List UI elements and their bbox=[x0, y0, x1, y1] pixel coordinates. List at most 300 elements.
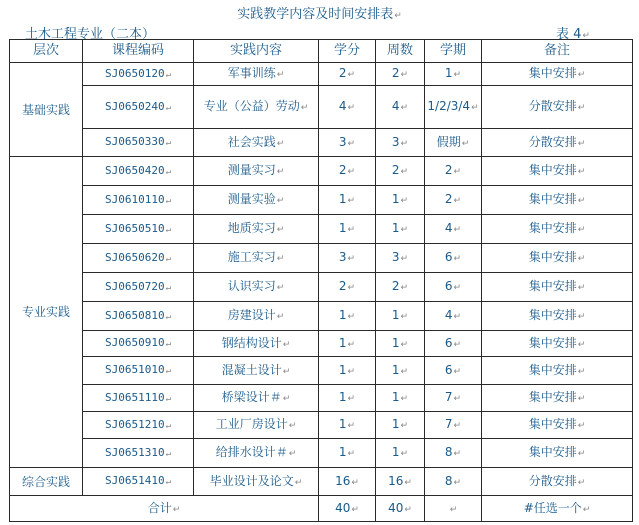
paragraph-mark-icon: ↵ bbox=[577, 225, 586, 235]
paragraph-mark-icon: ↵ bbox=[347, 312, 356, 322]
note-cell bbox=[482, 186, 633, 215]
note-text: 集中安排 bbox=[528, 66, 577, 80]
code-cell bbox=[83, 468, 194, 496]
weeks-cell bbox=[376, 273, 425, 302]
credit-text: 2 bbox=[338, 66, 347, 80]
term-cell bbox=[425, 63, 482, 86]
table-row bbox=[10, 357, 633, 385]
paragraph-mark-icon: ↵ bbox=[453, 339, 462, 350]
paragraph-mark-icon: ↵ bbox=[400, 421, 409, 431]
paragraph-mark-icon: ↵ bbox=[400, 283, 409, 293]
header-row bbox=[10, 40, 633, 63]
paragraph-mark-icon: ↵ bbox=[453, 366, 462, 377]
total-label-cell bbox=[10, 496, 319, 522]
note-cell bbox=[482, 385, 633, 412]
term-cell bbox=[425, 385, 482, 412]
paragraph-mark-icon: ↵ bbox=[400, 312, 409, 322]
content-text: 毕业设计及论文 bbox=[209, 473, 294, 488]
credit-text: 3 bbox=[338, 134, 347, 149]
paragraph-mark-icon: ↵ bbox=[461, 138, 470, 149]
term-text: 6 bbox=[444, 362, 453, 377]
table-row bbox=[10, 439, 633, 468]
term-text: 假期 bbox=[436, 134, 461, 149]
header-cell: 课程编码 bbox=[83, 40, 194, 63]
paragraph-mark-icon: ↵ bbox=[400, 138, 409, 149]
paragraph-mark-icon: ↵ bbox=[165, 282, 172, 293]
credit-cell bbox=[319, 357, 376, 385]
paragraph-mark-icon: ↵ bbox=[577, 312, 586, 322]
credit-text: 16 bbox=[335, 473, 351, 488]
code-cell bbox=[83, 157, 194, 186]
code-cell bbox=[83, 186, 194, 215]
page-title bbox=[0, 3, 639, 22]
table-row bbox=[10, 412, 633, 439]
paragraph-mark-icon: ↵ bbox=[276, 254, 285, 264]
weeks-text: 1 bbox=[391, 362, 400, 377]
table-row bbox=[10, 385, 633, 412]
weeks-text: 3 bbox=[391, 134, 400, 149]
title-text: 实践教学内容及时间安排表 bbox=[237, 7, 394, 22]
paragraph-mark-icon: ↵ bbox=[276, 138, 285, 149]
content-cell bbox=[194, 86, 319, 129]
content-cell bbox=[194, 129, 319, 157]
weeks-cell bbox=[376, 215, 425, 244]
term-cell bbox=[425, 273, 482, 302]
header-cell: 学期 bbox=[425, 40, 482, 63]
content-cell bbox=[194, 385, 319, 412]
credit-text: 2 bbox=[338, 279, 347, 293]
note-cell bbox=[482, 86, 633, 129]
table-row bbox=[10, 186, 633, 215]
content-text: 地质实习 bbox=[227, 221, 276, 235]
paragraph-mark-icon: ↵ bbox=[577, 283, 586, 293]
content-cell bbox=[194, 244, 319, 273]
content-text: 社会实践 bbox=[227, 134, 276, 149]
note-cell bbox=[482, 302, 633, 331]
weeks-cell bbox=[376, 468, 425, 496]
paragraph-mark-icon: ↵ bbox=[453, 394, 462, 404]
code-cell bbox=[83, 331, 194, 357]
note-text: 集中安排 bbox=[528, 163, 577, 177]
term-text: 2 bbox=[444, 163, 453, 177]
weeks-cell bbox=[376, 385, 425, 412]
content-cell bbox=[194, 468, 319, 496]
paragraph-mark-icon: ↵ bbox=[400, 366, 409, 377]
paragraph-mark-icon: ↵ bbox=[400, 449, 409, 459]
content-text: 军事训练 bbox=[227, 66, 276, 80]
paragraph-mark-icon: ↵ bbox=[165, 420, 172, 431]
term-text: 6 bbox=[444, 335, 453, 350]
credit-text: 2 bbox=[338, 163, 347, 177]
paragraph-mark-icon: ↵ bbox=[172, 504, 181, 515]
note-cell bbox=[482, 412, 633, 439]
table-row bbox=[10, 157, 633, 186]
paragraph-mark-icon: ↵ bbox=[282, 394, 291, 404]
paragraph-mark-icon: ↵ bbox=[288, 421, 297, 431]
paragraph-mark-icon: ↵ bbox=[347, 254, 356, 264]
paragraph-mark-icon: ↵ bbox=[582, 31, 590, 41]
content-text: 认识实习 bbox=[227, 279, 276, 293]
term-text: 8 bbox=[444, 445, 453, 459]
note-cell bbox=[482, 273, 633, 302]
paragraph-mark-icon: ↵ bbox=[400, 254, 409, 264]
paragraph-mark-icon: ↵ bbox=[471, 103, 479, 113]
header-cell: 周数 bbox=[376, 40, 425, 63]
paragraph-mark-icon: ↵ bbox=[453, 312, 462, 322]
code-text: SJ0651110 bbox=[104, 390, 165, 404]
credit-text: 1 bbox=[338, 335, 347, 350]
table-row bbox=[10, 63, 633, 86]
code-cell bbox=[83, 412, 194, 439]
content-text: 混凝土设计 bbox=[221, 362, 282, 377]
term-text: 7 bbox=[444, 390, 453, 404]
content-cell bbox=[194, 331, 319, 357]
term-text: 6 bbox=[444, 279, 453, 293]
note-text: 集中安排 bbox=[528, 445, 577, 459]
content-text: 房建设计 bbox=[227, 308, 276, 322]
credit-text: 3 bbox=[338, 250, 347, 264]
code-text: SJ0650240 bbox=[104, 99, 165, 113]
note-text: 集中安排 bbox=[528, 417, 577, 431]
table-row bbox=[10, 215, 633, 244]
paragraph-mark-icon: ↵ bbox=[165, 166, 172, 177]
term-cell bbox=[425, 86, 482, 129]
paragraph-mark-icon: ↵ bbox=[577, 167, 586, 177]
paragraph-mark-icon: ↵ bbox=[577, 103, 586, 113]
weeks-text: 3 bbox=[391, 250, 400, 264]
term-text: 4 bbox=[444, 308, 453, 322]
code-text: SJ0650810 bbox=[104, 308, 165, 322]
table-number-text: 表 4 bbox=[556, 27, 582, 42]
content-text: 钢结构设计 bbox=[221, 335, 282, 350]
note-cell bbox=[482, 215, 633, 244]
paragraph-mark-icon: ↵ bbox=[577, 421, 586, 431]
term-cell bbox=[425, 302, 482, 331]
paragraph-mark-icon: ↵ bbox=[577, 138, 586, 149]
paragraph-mark-icon: ↵ bbox=[165, 311, 172, 322]
weeks-cell bbox=[376, 186, 425, 215]
level-cell: 基础实践 bbox=[10, 63, 83, 157]
paragraph-mark-icon: ↵ bbox=[347, 103, 356, 113]
code-cell bbox=[83, 215, 194, 244]
header-cell: 实践内容 bbox=[194, 40, 319, 63]
code-text: SJ0651010 bbox=[104, 363, 165, 376]
paragraph-mark-icon: ↵ bbox=[165, 339, 172, 349]
content-cell bbox=[194, 439, 319, 468]
content-text: 给排水设计＃ bbox=[215, 445, 288, 459]
note-cell bbox=[482, 331, 633, 357]
total-label-text: 合计 bbox=[147, 500, 172, 515]
paragraph-mark-icon: ↵ bbox=[347, 167, 356, 177]
paragraph-mark-icon: ↵ bbox=[400, 225, 409, 235]
note-cell bbox=[482, 157, 633, 186]
table-row bbox=[10, 273, 633, 302]
credit-cell bbox=[319, 302, 376, 331]
code-text: SJ0651410 bbox=[104, 474, 165, 487]
schedule-table bbox=[9, 39, 633, 522]
term-cell bbox=[425, 129, 482, 157]
paragraph-mark-icon: ↵ bbox=[294, 477, 303, 488]
paragraph-mark-icon: ↵ bbox=[165, 195, 172, 206]
note-cell bbox=[482, 244, 633, 273]
level-cell: 综合实践 bbox=[10, 468, 83, 496]
paragraph-mark-icon: ↵ bbox=[347, 70, 356, 80]
credit-text: 1 bbox=[338, 308, 347, 322]
paragraph-mark-icon: ↵ bbox=[347, 196, 356, 206]
note-text: 集中安排 bbox=[528, 192, 577, 206]
paragraph-mark-icon: ↵ bbox=[453, 196, 462, 206]
term-text: 4 bbox=[444, 221, 453, 235]
paragraph-mark-icon: ↵ bbox=[288, 449, 297, 459]
paragraph-mark-icon: ↵ bbox=[453, 167, 462, 177]
weeks-text: 16 bbox=[388, 473, 404, 488]
note-cell bbox=[482, 63, 633, 86]
paragraph-mark-icon: ↵ bbox=[577, 449, 586, 459]
content-text: 专业（公益）劳动 bbox=[203, 99, 300, 113]
code-cell bbox=[83, 129, 194, 157]
weeks-text: 1 bbox=[391, 308, 400, 322]
credit-cell bbox=[319, 244, 376, 273]
weeks-cell bbox=[376, 157, 425, 186]
table-row bbox=[10, 244, 633, 273]
weeks-text: 2 bbox=[391, 279, 400, 293]
note-text: 集中安排 bbox=[528, 335, 577, 350]
paragraph-mark-icon: ↵ bbox=[347, 421, 356, 431]
table-row bbox=[10, 468, 633, 496]
paragraph-mark-icon: ↵ bbox=[404, 504, 412, 515]
code-cell bbox=[83, 63, 194, 86]
paragraph-mark-icon: ↵ bbox=[347, 394, 356, 404]
credit-text: 1 bbox=[338, 221, 347, 235]
total-note-cell bbox=[482, 496, 633, 522]
paragraph-mark-icon: ↵ bbox=[165, 448, 172, 459]
content-cell bbox=[194, 157, 319, 186]
table-row bbox=[10, 302, 633, 331]
table-row bbox=[10, 86, 633, 129]
paragraph-mark-icon: ↵ bbox=[347, 225, 356, 235]
note-text: 分散安排 bbox=[528, 99, 577, 113]
weeks-cell bbox=[376, 357, 425, 385]
note-text: 集中安排 bbox=[528, 308, 577, 322]
credit-cell bbox=[319, 468, 376, 496]
paragraph-mark-icon: ↵ bbox=[347, 366, 356, 377]
total-credit-text: 40 bbox=[335, 500, 351, 515]
paragraph-mark-icon: ↵ bbox=[400, 339, 409, 350]
code-text: SJ0650620 bbox=[104, 250, 165, 264]
paragraph-mark-icon: ↵ bbox=[276, 70, 285, 80]
paragraph-mark-icon: ↵ bbox=[282, 339, 291, 350]
paragraph-mark-icon: ↵ bbox=[394, 11, 402, 21]
credit-cell bbox=[319, 273, 376, 302]
note-text: 集中安排 bbox=[528, 250, 577, 264]
credit-cell bbox=[319, 86, 376, 129]
code-cell bbox=[83, 86, 194, 129]
term-cell bbox=[425, 244, 482, 273]
paragraph-mark-icon: ↵ bbox=[347, 138, 356, 149]
credit-cell bbox=[319, 439, 376, 468]
weeks-text: 1 bbox=[391, 417, 400, 431]
code-cell bbox=[83, 244, 194, 273]
credit-cell bbox=[319, 215, 376, 244]
content-text: 测量实习 bbox=[227, 163, 276, 177]
credit-text: 1 bbox=[338, 390, 347, 404]
content-cell bbox=[194, 357, 319, 385]
paragraph-mark-icon: ↵ bbox=[165, 477, 172, 487]
term-cell bbox=[425, 215, 482, 244]
note-text: 集中安排 bbox=[528, 390, 577, 404]
paragraph-mark-icon: ↵ bbox=[577, 339, 586, 350]
code-text: SJ0651310 bbox=[104, 445, 165, 459]
term-text: 6 bbox=[444, 250, 453, 264]
note-text: 分散安排 bbox=[528, 134, 577, 149]
weeks-cell bbox=[376, 63, 425, 86]
paragraph-mark-icon: ↵ bbox=[276, 167, 285, 177]
paragraph-mark-icon: ↵ bbox=[351, 477, 359, 488]
content-text: 桥梁设计＃ bbox=[221, 390, 282, 404]
paragraph-mark-icon: ↵ bbox=[449, 504, 458, 515]
content-cell bbox=[194, 215, 319, 244]
content-cell bbox=[194, 186, 319, 215]
credit-text: 1 bbox=[338, 362, 347, 377]
term-text: 8 bbox=[444, 473, 453, 488]
subtitle: 土木工程专业（二本） bbox=[25, 27, 156, 42]
paragraph-mark-icon: ↵ bbox=[453, 70, 462, 80]
term-cell bbox=[425, 412, 482, 439]
credit-cell bbox=[319, 412, 376, 439]
paragraph-mark-icon: ↵ bbox=[300, 103, 309, 113]
content-text: 施工实习 bbox=[227, 250, 276, 264]
note-text: 集中安排 bbox=[528, 221, 577, 235]
weeks-cell bbox=[376, 439, 425, 468]
code-text: SJ0650420 bbox=[104, 163, 165, 177]
content-text: 测量实验 bbox=[227, 192, 276, 206]
total-weeks-text: 40 bbox=[388, 500, 404, 515]
code-cell bbox=[83, 439, 194, 468]
total-weeks-cell bbox=[376, 496, 425, 522]
paragraph-mark-icon: ↵ bbox=[577, 254, 586, 264]
weeks-text: 4 bbox=[391, 99, 400, 113]
paragraph-mark-icon: ↵ bbox=[404, 477, 412, 488]
paragraph-mark-icon: ↵ bbox=[165, 102, 172, 113]
paragraph-mark-icon: ↵ bbox=[453, 225, 462, 235]
note-cell bbox=[482, 468, 633, 496]
paragraph-mark-icon: ↵ bbox=[453, 421, 462, 431]
paragraph-mark-icon: ↵ bbox=[347, 283, 356, 293]
note-cell bbox=[482, 129, 633, 157]
paragraph-mark-icon: ↵ bbox=[276, 283, 285, 293]
credit-text: 1 bbox=[338, 417, 347, 431]
paragraph-mark-icon: ↵ bbox=[165, 393, 172, 404]
paragraph-mark-icon: ↵ bbox=[453, 254, 462, 264]
term-cell bbox=[425, 186, 482, 215]
term-text: 1 bbox=[444, 66, 453, 80]
paragraph-mark-icon: ↵ bbox=[276, 196, 285, 206]
code-text: SJ0650720 bbox=[104, 279, 165, 293]
paragraph-mark-icon: ↵ bbox=[400, 167, 409, 177]
paragraph-mark-icon: ↵ bbox=[453, 283, 462, 293]
paragraph-mark-icon: ↵ bbox=[165, 366, 172, 376]
term-cell bbox=[425, 439, 482, 468]
paragraph-mark-icon: ↵ bbox=[582, 504, 591, 515]
code-cell bbox=[83, 302, 194, 331]
header-cell: 备注 bbox=[482, 40, 633, 63]
paragraph-mark-icon: ↵ bbox=[282, 366, 291, 377]
credit-text: 1 bbox=[338, 192, 347, 206]
paragraph-mark-icon: ↵ bbox=[453, 449, 462, 459]
credit-cell bbox=[319, 129, 376, 157]
weeks-cell bbox=[376, 302, 425, 331]
paragraph-mark-icon: ↵ bbox=[577, 70, 586, 80]
credit-cell bbox=[319, 157, 376, 186]
paragraph-mark-icon: ↵ bbox=[165, 224, 172, 235]
paragraph-mark-icon: ↵ bbox=[400, 196, 409, 206]
weeks-text: 1 bbox=[391, 192, 400, 206]
note-text: 分散安排 bbox=[528, 473, 577, 488]
paragraph-mark-icon: ↵ bbox=[577, 477, 586, 488]
paragraph-mark-icon: ↵ bbox=[351, 504, 359, 515]
term-cell bbox=[425, 357, 482, 385]
weeks-cell bbox=[376, 331, 425, 357]
credit-cell bbox=[319, 63, 376, 86]
credit-cell bbox=[319, 331, 376, 357]
paragraph-mark-icon: ↵ bbox=[577, 196, 586, 206]
weeks-text: 1 bbox=[391, 390, 400, 404]
weeks-text: 1 bbox=[391, 221, 400, 235]
credit-cell bbox=[319, 186, 376, 215]
weeks-text: 2 bbox=[391, 163, 400, 177]
weeks-text: 2 bbox=[391, 66, 400, 80]
paragraph-mark-icon: ↵ bbox=[276, 225, 285, 235]
paragraph-mark-icon: ↵ bbox=[577, 366, 586, 377]
table-row bbox=[10, 331, 633, 357]
credit-text: 1 bbox=[338, 445, 347, 459]
paragraph-mark-icon: ↵ bbox=[165, 69, 172, 80]
paragraph-mark-icon: ↵ bbox=[276, 312, 285, 322]
table-body bbox=[10, 63, 633, 522]
note-cell bbox=[482, 439, 633, 468]
content-text: 工业厂房设计 bbox=[215, 417, 288, 431]
note-text: 集中安排 bbox=[528, 279, 577, 293]
weeks-cell bbox=[376, 86, 425, 129]
content-cell bbox=[194, 412, 319, 439]
paragraph-mark-icon: ↵ bbox=[165, 253, 172, 264]
paragraph-mark-icon: ↵ bbox=[577, 394, 586, 404]
total-term-cell bbox=[425, 496, 482, 522]
credit-text: 4 bbox=[338, 99, 347, 113]
term-cell bbox=[425, 157, 482, 186]
paragraph-mark-icon: ↵ bbox=[400, 103, 409, 113]
term-text: 1/2/3/4 bbox=[427, 99, 471, 113]
paragraph-mark-icon: ↵ bbox=[347, 339, 356, 350]
weeks-text: 1 bbox=[391, 335, 400, 350]
header-cell: 层次 bbox=[10, 40, 83, 63]
weeks-cell bbox=[376, 244, 425, 273]
header-cell: 学分 bbox=[319, 40, 376, 63]
code-cell bbox=[83, 385, 194, 412]
table-row bbox=[10, 129, 633, 157]
term-text: 7 bbox=[444, 417, 453, 431]
note-cell bbox=[482, 357, 633, 385]
content-cell bbox=[194, 63, 319, 86]
code-text: SJ0650910 bbox=[104, 336, 165, 349]
code-text: SJ0650510 bbox=[104, 221, 165, 235]
code-cell bbox=[83, 357, 194, 385]
level-cell: 专业实践 bbox=[10, 157, 83, 468]
weeks-cell bbox=[376, 412, 425, 439]
code-cell bbox=[83, 273, 194, 302]
paragraph-mark-icon: ↵ bbox=[347, 449, 356, 459]
content-cell bbox=[194, 302, 319, 331]
